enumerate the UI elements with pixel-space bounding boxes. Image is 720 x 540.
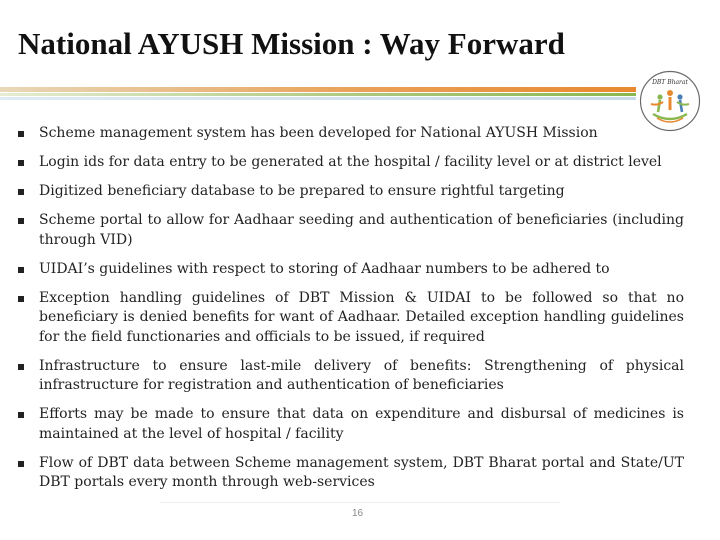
bullet-square-icon: [18, 267, 24, 273]
bullet-square-icon: [18, 461, 24, 467]
slide-title: National AYUSH Mission : Way Forward: [18, 26, 565, 61]
saffron-stripe: [0, 87, 636, 92]
blue-stripe: [0, 97, 636, 100]
page-number: 16: [352, 508, 364, 519]
list-item: Efforts may be made to ensure that data on expenditure and disbursal of medicines is maintained at the level of hospital / facility: [18, 405, 684, 444]
list-item: Infrastructure to ensure last-mile delivery of benefits: Strengthening of physical infrastructure for registration and authentication of beneficiaries: [18, 357, 684, 396]
dbt-bharat-logo: [639, 70, 701, 132]
footer-divider: [160, 502, 560, 503]
bullet-list: [18, 124, 684, 502]
bullet-square-icon: [18, 296, 24, 302]
bullet-square-icon: [18, 218, 24, 224]
list-item: Exception handling guidelines of DBT Mission & UIDAI to be followed so that no beneficiary is denied benefits for want of Aadhaar. Detailed exception handling guidelines for the field functionaries and officials to be issued, if required: [18, 289, 684, 348]
bullet-square-icon: [18, 412, 24, 418]
list-item: Scheme management system has been developed for National AYUSH Mission: [18, 124, 684, 144]
list-item: Login ids for data entry to be generated at the hospital / facility level or at district level: [18, 153, 684, 173]
bullet-square-icon: [18, 131, 24, 137]
bullet-square-icon: [18, 364, 24, 370]
bullet-square-icon: [18, 189, 24, 195]
list-item: Scheme portal to allow for Aadhaar seeding and authentication of beneficiaries (including through VID): [18, 211, 684, 250]
list-item: Flow of DBT data between Scheme management system, DBT Bharat portal and State/UT DBT portals every month through web-services: [18, 454, 684, 493]
bullet-square-icon: [18, 160, 24, 166]
list-item: Digitized beneficiary database to be prepared to ensure rightful targeting: [18, 182, 684, 202]
logo-text: DBT Bharat: [652, 79, 688, 86]
green-stripe: [0, 93, 636, 96]
list-item: UIDAI’s guidelines with respect to storing of Aadhaar numbers to be adhered to: [18, 260, 684, 280]
decorative-header-bar: [0, 87, 636, 103]
